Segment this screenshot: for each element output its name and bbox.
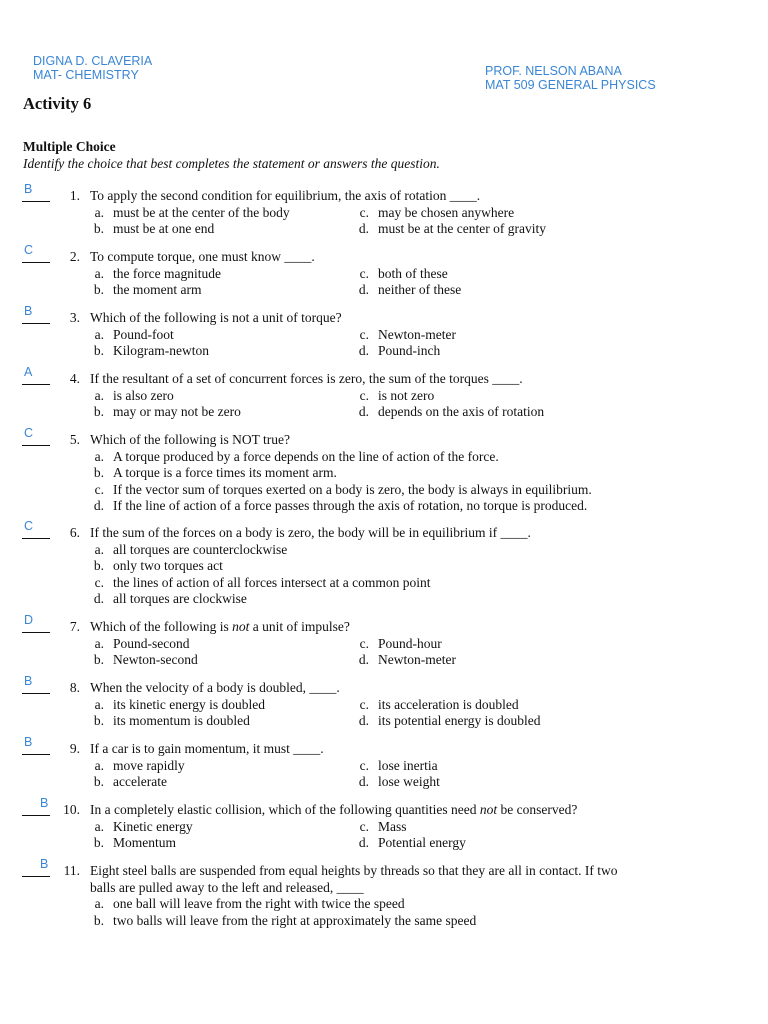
question-stem: If a car is to gain momentum, it must ____. <box>90 741 324 756</box>
option-text: must be at the center of gravity <box>378 221 546 236</box>
professor-name: PROF. NELSON ABANA <box>485 64 622 78</box>
option-letter: a. <box>94 541 104 557</box>
option-letter: a. <box>94 635 104 651</box>
option-text: A torque is a force times its moment arm. <box>113 465 337 480</box>
option-letter: a. <box>94 204 104 220</box>
option-letter: d. <box>93 591 104 606</box>
option-text: may be chosen anywhere <box>378 204 515 220</box>
answer-blank <box>22 815 50 816</box>
option-letter: d. <box>358 713 369 728</box>
option-text: A torque produced by a force depends on the line of action of the force. <box>113 448 499 464</box>
answer-letter[interactable]: D <box>24 613 34 627</box>
option-letter: b. <box>93 404 104 419</box>
option-letter: c. <box>359 818 369 834</box>
answer-blank <box>22 876 50 877</box>
option-letter: a. <box>94 757 104 773</box>
option-letter: c. <box>359 696 369 712</box>
question-number: 8. <box>69 680 80 695</box>
option-letter: b. <box>93 652 104 667</box>
question-number: 2. <box>69 249 80 264</box>
question-stem <box>90 802 660 819</box>
option-text: may or may not be zero <box>113 404 241 419</box>
question-number: 11. <box>63 863 80 878</box>
option-letter: c. <box>359 265 369 281</box>
option-letter: b. <box>93 221 104 236</box>
answer-blank <box>22 201 50 202</box>
option-text: all torques are clockwise <box>113 591 247 606</box>
student-course: MAT- CHEMISTRY <box>33 68 139 82</box>
stem-line: balls are pulled away to the left and released, ____ <box>90 879 364 895</box>
answer-letter[interactable]: B <box>40 796 49 810</box>
option-text: move rapidly <box>113 757 185 773</box>
answer-blank <box>22 754 50 755</box>
option-text: lose inertia <box>378 757 438 773</box>
option-text: Newton-second <box>113 652 198 667</box>
option-letter: d. <box>93 498 104 513</box>
question-number: 10. <box>63 802 80 817</box>
answer-blank <box>22 538 50 539</box>
option-letter: d. <box>358 282 369 297</box>
option-letter: c. <box>359 757 369 773</box>
student-name: DIGNA D. CLAVERIA <box>33 54 153 68</box>
option-text: the force magnitude <box>113 265 221 281</box>
option-letter: c. <box>359 204 369 220</box>
option-text: its acceleration is doubled <box>378 696 519 712</box>
option-text: Pound-second <box>113 635 190 651</box>
option-letter: d. <box>358 221 369 236</box>
option-text: is not zero <box>378 387 435 403</box>
option-letter: c. <box>359 326 369 342</box>
option-text: Kilogram-newton <box>113 343 209 358</box>
option-letter: b. <box>93 558 104 573</box>
option-text: must be at one end <box>113 221 215 236</box>
answer-letter[interactable]: C <box>24 519 34 533</box>
answer-blank <box>22 445 50 446</box>
option-text: If the vector sum of torques exerted on a body is zero, the body is always in equilibrium. <box>113 481 592 497</box>
question-stem <box>90 863 660 896</box>
question-number: 5. <box>69 432 80 447</box>
answer-blank <box>22 632 50 633</box>
option-text: Pound-foot <box>113 326 174 342</box>
option-letter: a. <box>94 818 104 834</box>
option-text: one ball will leave from the right with twice the speed <box>113 896 405 911</box>
answer-letter[interactable]: C <box>24 426 34 440</box>
question-stem: To compute torque, one must know ____. <box>90 249 315 264</box>
option-letter: b. <box>93 835 104 850</box>
option-text: depends on the axis of rotation <box>378 404 545 419</box>
option-text: lose weight <box>378 774 440 789</box>
option-letter: b. <box>93 774 104 789</box>
question-stem <box>90 619 660 636</box>
option-letter: c. <box>94 481 104 497</box>
answer-blank <box>22 323 50 324</box>
instructions: Identify the choice that best completes the statement or answers the question. <box>23 156 440 171</box>
option-letter: a. <box>94 896 104 911</box>
option-letter: c. <box>359 387 369 403</box>
answer-letter[interactable]: B <box>40 857 49 871</box>
stem-text: be conserved? <box>497 802 578 817</box>
question-stem: Which of the following is NOT true? <box>90 432 290 447</box>
option-letter: a. <box>94 387 104 403</box>
section-heading: Multiple Choice <box>23 139 116 154</box>
option-text: Newton-meter <box>378 326 456 342</box>
answer-letter[interactable]: A <box>24 365 33 379</box>
option-text: its kinetic energy is doubled <box>113 696 265 712</box>
question-stem: If the resultant of a set of concurrent forces is zero, the sum of the torques ____. <box>90 371 523 386</box>
question-stem: To apply the second condition for equilibrium, the axis of rotation ____. <box>90 188 481 203</box>
answer-blank <box>22 262 50 263</box>
answer-letter[interactable]: B <box>24 304 33 318</box>
emphasis-text: not <box>479 802 498 817</box>
question-stem: When the velocity of a body is doubled, ____. <box>90 680 340 695</box>
option-text: two balls will leave from the right at approximately the same speed <box>113 912 477 928</box>
option-text: must be at the center of the body <box>113 204 290 220</box>
option-text: only two torques act <box>113 558 223 573</box>
answer-letter[interactable]: B <box>24 674 33 688</box>
question-number: 9. <box>69 741 80 756</box>
option-text: If the line of action of a force passes through the axis of rotation, no torque is produced. <box>113 498 588 513</box>
emphasis-text: not <box>232 619 250 634</box>
option-letter: b. <box>93 343 104 358</box>
option-letter: c. <box>94 574 104 590</box>
option-text: accelerate <box>113 774 167 789</box>
answer-letter[interactable]: B <box>24 182 33 196</box>
option-text: neither of these <box>378 282 462 297</box>
stem-text: Which of the following is <box>90 619 233 634</box>
option-letter: d. <box>358 835 369 850</box>
option-letter: a. <box>94 265 104 281</box>
option-letter: a. <box>94 326 104 342</box>
option-text: the lines of action of all forces intersect at a common point <box>113 574 431 590</box>
question-number: 4. <box>69 371 80 386</box>
option-text: Pound-inch <box>378 343 441 358</box>
stem-text: In a completely elastic collision, which of the following quantities need <box>90 802 480 817</box>
option-text: Pound-hour <box>378 635 442 651</box>
answer-letter[interactable]: B <box>24 735 33 749</box>
option-text: Kinetic energy <box>113 818 193 834</box>
answer-blank <box>22 693 50 694</box>
option-letter: b. <box>93 713 104 728</box>
option-letter: d. <box>358 774 369 789</box>
option-text: is also zero <box>113 387 174 403</box>
option-letter: b. <box>93 912 104 928</box>
question-number: 7. <box>69 619 80 634</box>
option-text: its potential energy is doubled <box>378 713 541 728</box>
option-letter: b. <box>93 282 104 297</box>
option-letter: a. <box>94 696 104 712</box>
option-text: both of these <box>378 265 448 281</box>
page-title: Activity 6 <box>23 94 92 113</box>
option-letter: b. <box>93 465 104 480</box>
option-letter: d. <box>358 652 369 667</box>
option-text: the moment arm <box>113 282 202 297</box>
option-text: Momentum <box>113 835 176 850</box>
question-stem: Which of the following is not a unit of torque? <box>90 310 342 325</box>
option-letter: c. <box>359 635 369 651</box>
stem-text: a unit of impulse? <box>249 619 350 634</box>
question-stem: If the sum of the forces on a body is zero, the body will be in equilibrium if ____. <box>90 525 531 540</box>
answer-blank <box>22 384 50 385</box>
option-text: its momentum is doubled <box>113 713 250 728</box>
option-letter: d. <box>358 404 369 419</box>
course-name: MAT 509 GENERAL PHYSICS <box>485 78 656 92</box>
option-text: Newton-meter <box>378 652 456 667</box>
question-number: 6. <box>69 525 80 540</box>
option-text: all torques are counterclockwise <box>113 541 288 557</box>
stem-line: Eight steel balls are suspended from equal heights by threads so that they are all in contact. If two <box>90 863 618 878</box>
option-text: Potential energy <box>378 835 466 850</box>
option-letter: a. <box>94 448 104 464</box>
answer-letter[interactable]: C <box>24 243 34 257</box>
option-letter: d. <box>358 343 369 358</box>
question-number: 3. <box>69 310 80 325</box>
question-number: 1. <box>69 188 80 203</box>
option-text: Mass <box>378 818 407 834</box>
